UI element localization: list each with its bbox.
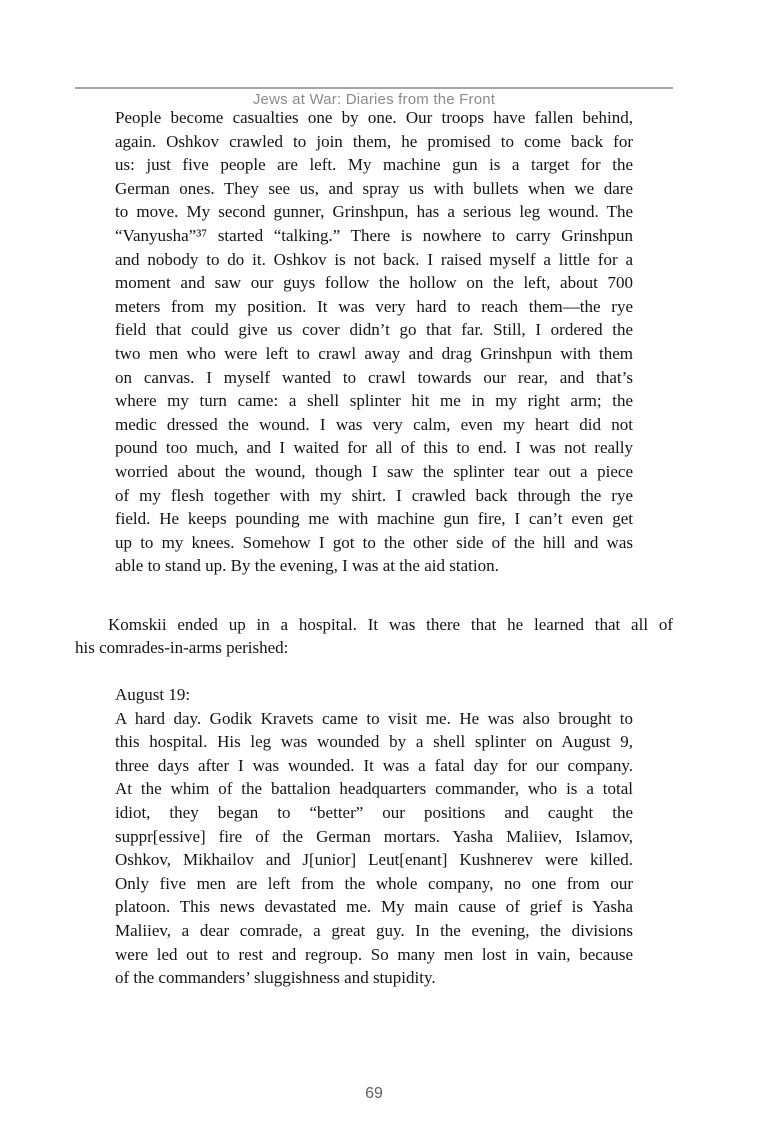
text-line: of the commanders’ sluggishness and stupidity. xyxy=(115,968,436,988)
diary-entry-date: August 19: xyxy=(115,685,191,705)
text-line: Maliiev, a dear comrade, a great guy. In the evening, the divisions xyxy=(115,921,633,940)
text-line: German ones. They see us, and spray us with bullets when we dare xyxy=(115,178,633,198)
text-line: two men who were left to crawl away and drag Grinshpun with them xyxy=(115,343,633,363)
text-line: Komskii ended up in a hospital. It was there that he learned that all of xyxy=(108,614,673,634)
text-line: worried about the wound, though I saw the splinter tear out a piece xyxy=(115,461,633,481)
text-line: three days after I was wounded. It was a fatal day for our company. xyxy=(115,755,633,775)
text-line: field. He keeps pounding me with machine gun fire, I can’t even get xyxy=(115,509,633,529)
text-line: field that could give us cover didn’t go that far. Still, I ordered the xyxy=(115,320,633,340)
text-line: to move. My second gunner, Grinshpun, has a serious leg wound. The xyxy=(115,202,633,222)
diary-blockquote-1 xyxy=(115,106,633,578)
text-line: up to my knees. Somehow I got to the other side of the hill and was xyxy=(115,532,633,552)
text-line: of my flesh together with my shirt. I crawled back through the rye xyxy=(115,485,633,505)
narration-paragraph xyxy=(75,613,673,660)
text-line: meters from my position. It was very hard to reach them—the rye xyxy=(115,296,633,316)
text-line: People become casualties one by one. Our troops have fallen behind, xyxy=(115,108,633,127)
diary-blockquote-2 xyxy=(115,683,633,990)
text-line: medic dressed the wound. I was very calm, even my heart did not xyxy=(115,414,633,434)
running-header: Jews at War: Diaries from the Front xyxy=(252,91,496,108)
text-line: moment and saw our guys follow the hollow on the left, about 700 xyxy=(115,273,633,293)
text-line: platoon. This news devastated me. My main cause of grief is Yasha xyxy=(115,897,633,917)
text-line: on canvas. I myself wanted to crawl towards our rear, and that’s xyxy=(115,367,633,387)
text-line: and nobody to do it. Oshkov is not back. I raised myself a little for a xyxy=(115,249,633,269)
text-line: pound too much, and I waited for all of this to end. I was not really xyxy=(115,438,633,458)
text-line: Oshkov, Mikhailov and J[unior] Leut[enant] Kushnerev were killed. xyxy=(115,850,633,870)
text-line: able to stand up. By the evening, I was at the aid station. xyxy=(115,556,499,576)
text-line: his comrades-in-arms perished: xyxy=(75,638,289,658)
header-rule xyxy=(75,87,673,89)
text-line: “Vanyusha”³⁷ started “talking.” There is nowhere to carry Grinshpun xyxy=(115,225,633,245)
text-line: idiot, they began to “better” our positions and caught the xyxy=(115,803,633,823)
page-number: 69 xyxy=(365,1085,383,1102)
diary-entry-body xyxy=(115,707,633,990)
text-line: Only five men are left from the whole company, no one from our xyxy=(115,873,633,893)
text-line: At the whim of the battalion headquarters commander, who is a total xyxy=(115,779,633,799)
text-line: us: just five people are left. My machine gun is a target for the xyxy=(115,155,633,175)
text-line: again. Oshkov crawled to join them, he promised to come back for xyxy=(115,131,633,151)
text-line: suppr[essive] fire of the German mortars. Yasha Maliiev, Islamov, xyxy=(115,826,633,846)
text-line: A hard day. Godik Kravets came to visit me. He was also brought to xyxy=(115,708,633,728)
page-content xyxy=(75,0,673,990)
text-line: where my turn came: a shell splinter hit me in my right arm; the xyxy=(115,391,633,411)
text-line: this hospital. His leg was wounded by a shell splinter on August 9, xyxy=(115,732,633,752)
text-line: were led out to rest and regroup. So many men lost in vain, because xyxy=(115,944,633,964)
